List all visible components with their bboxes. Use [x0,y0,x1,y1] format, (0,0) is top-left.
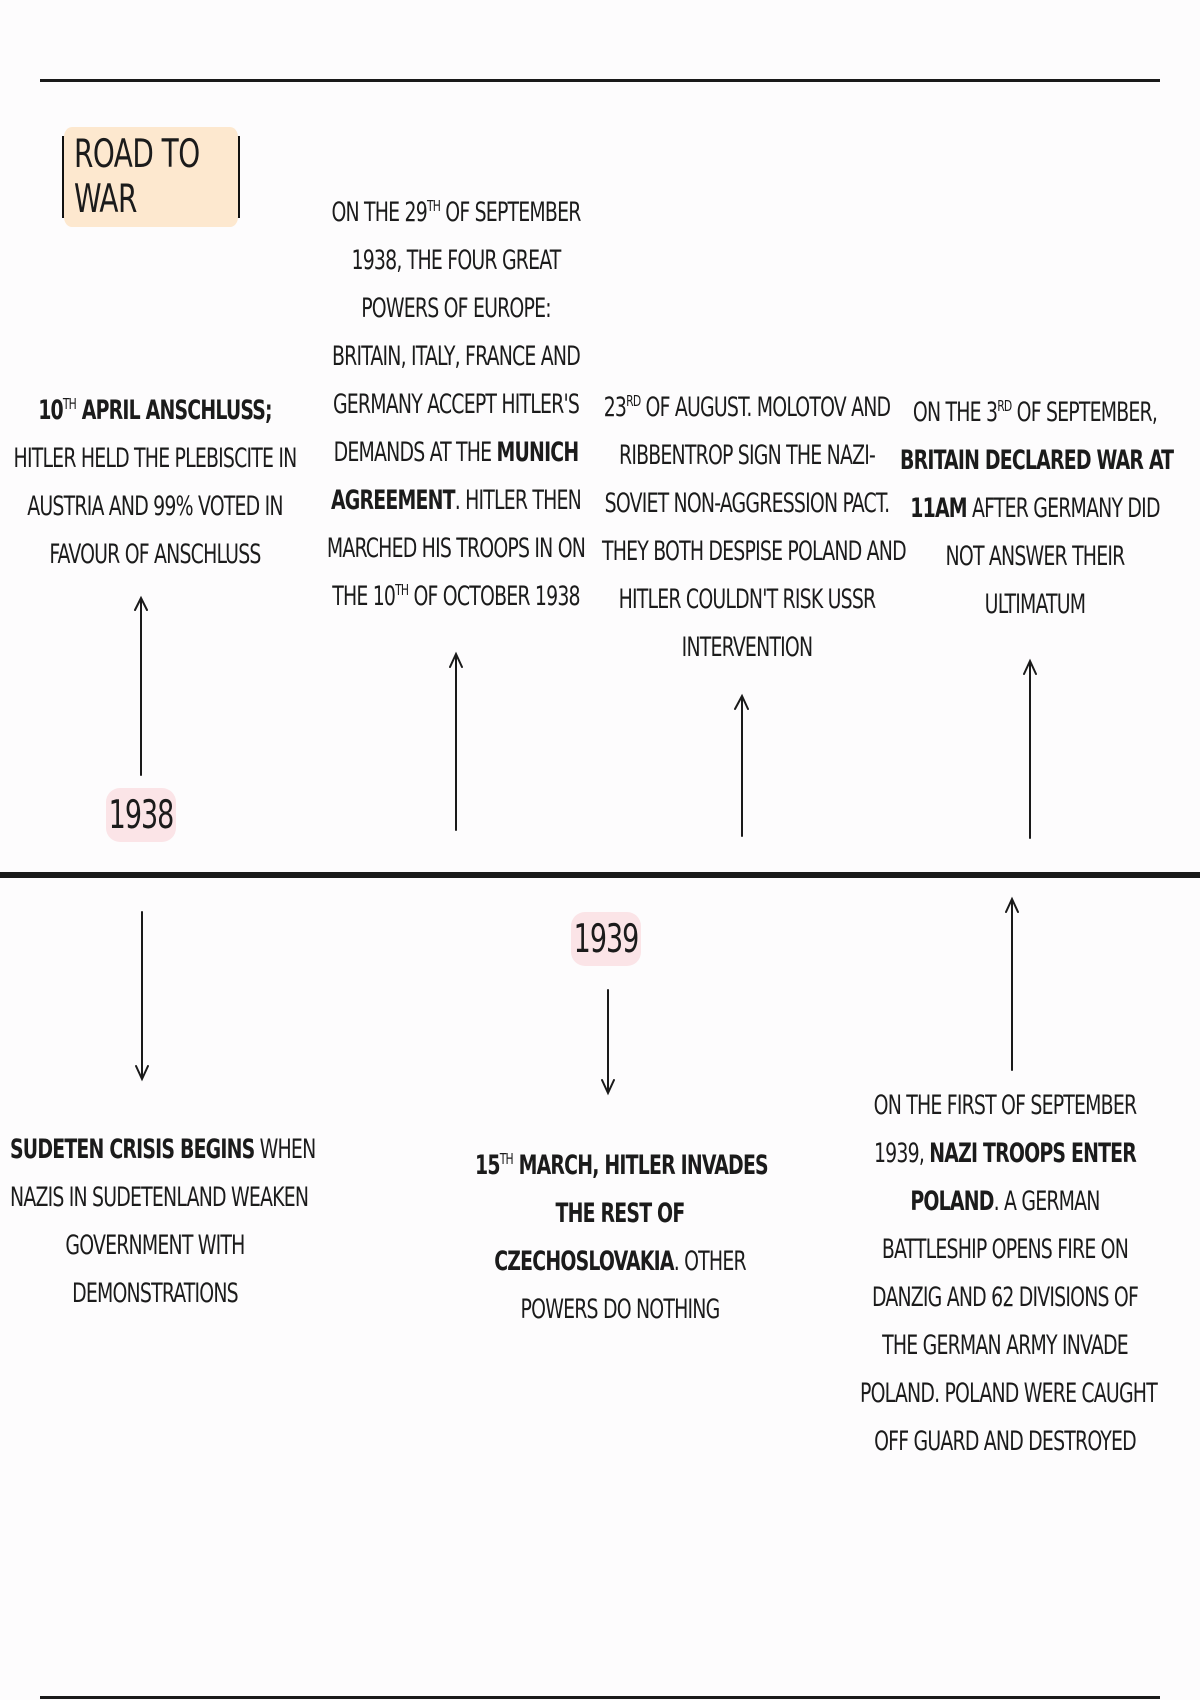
arrow-up-anschluss [135,598,147,775]
munich-line-1b: OF SEPTEMBER [440,197,581,227]
pact-line-1a: 23 [603,392,627,422]
arrow-up-war [1024,661,1036,838]
pact-line-1b: OF AUGUST. MOLOTOV AND [640,392,891,422]
event-poland-invasion [860,1081,1157,1465]
czech-line-4: POWERS DO NOTHING [520,1294,720,1324]
war-line-2-bold: BRITAIN DECLARED WAR AT [900,445,1174,475]
sudeten-line-1-bold: SUDETEN CRISIS BEGINS [10,1134,255,1164]
event-nazi-soviet-pact [602,383,906,671]
year-label-1939: 1939 [573,916,639,962]
poland-line-5: DANZIG AND 62 DIVISIONS OF [871,1282,1139,1312]
event-anschluss [10,386,300,578]
anschluss-line-3: AUSTRIA AND 99% VOTED IN [27,491,283,521]
arrow-up-poland [1006,899,1018,1070]
sudeten-line-3: GOVERNMENT WITH [65,1230,245,1260]
war-line-1-sup: RD [997,397,1012,415]
poland-line-2a: 1939, [873,1138,930,1168]
sudeten-line-1b: WHEN [254,1134,316,1164]
page-title: ROAD TO WAR [64,127,238,227]
munich-line-9a: THE 10 [332,581,396,611]
czech-line-3-bold: CZECHOSLOVAKIA [494,1246,674,1276]
munich-line-9-sup: TH [395,581,409,599]
war-line-1a: ON THE 3 [912,397,998,427]
munich-line-7b: . HITLER THEN [454,485,582,515]
czech-date: 15 [475,1150,500,1180]
anschluss-date: 10 [38,395,63,425]
munich-line-4: BRITAIN, ITALY, FRANCE AND [332,341,580,371]
sudeten-line-4: DEMONSTRATIONS [72,1278,238,1308]
munich-line-3: POWERS OF EUROPE: [361,293,551,323]
anschluss-heading: APRIL ANSCHLUSS; [76,395,272,425]
czech-line-2-bold: THE REST OF [555,1198,685,1228]
pact-line-3: SOVIET NON-AGGRESSION PACT. [604,488,890,518]
anschluss-line-4: FAVOUR OF ANSCHLUSS [49,539,261,569]
anschluss-line-2: HITLER HELD THE PLEBISCITE IN [13,443,297,473]
munich-line-1-sup: TH [426,197,441,215]
war-line-3b: AFTER GERMANY DID [966,493,1160,523]
arrow-down-sudeten [136,912,148,1079]
anschluss-date-suffix: TH [62,395,77,413]
czech-line-3b: . OTHER [673,1246,746,1276]
war-line-5: ULTIMATUM [984,589,1086,619]
munich-line-5: GERMANY ACCEPT HITLER'S [332,389,580,419]
pact-line-2: RIBBENTROP SIGN THE NAZI- [619,440,875,470]
munich-line-1a: ON THE 29 [331,197,427,227]
czech-date-suffix: TH [499,1150,513,1168]
poland-line-6: THE GERMAN ARMY INVADE [882,1330,1128,1360]
munich-line-2: 1938, THE FOUR GREAT [351,245,561,275]
event-czechoslovakia-invasion [475,1141,768,1333]
munich-line-9b: OF OCTOBER 1938 [408,581,580,611]
pact-line-4: THEY BOTH DESPISE POLAND AND [602,536,906,566]
pact-line-6: INTERVENTION [681,632,813,662]
munich-line-8: MARCHED HIS TROOPS IN ON [326,533,586,563]
arrow-down-czech [602,990,614,1093]
war-line-1b: OF SEPTEMBER, [1011,397,1158,427]
poland-line-4: BATTLESHIP OPENS FIRE ON [881,1234,1129,1264]
event-britain-declares-war [900,388,1174,628]
event-sudeten-crisis [10,1125,316,1317]
war-line-3-bold: 11AM [910,493,967,523]
poland-line-3-bold: POLAND [910,1186,994,1216]
arrow-up-pact [735,696,748,836]
arrow-up-munich [450,654,462,830]
war-line-4: NOT ANSWER THEIR [945,541,1125,571]
poland-line-3b: . A GERMAN [993,1186,1100,1216]
munich-line-6a: DEMANDS AT THE [333,437,497,467]
year-label-1938: 1938 [108,792,174,838]
poland-line-7: POLAND. POLAND WERE CAUGHT [860,1378,1157,1408]
sudeten-line-2: NAZIS IN SUDETENLAND WEAKEN [10,1182,309,1212]
pact-line-1-sup: RD [626,392,641,410]
pact-line-5: HITLER COULDN'T RISK USSR [618,584,876,614]
event-munich-agreement [316,188,596,620]
poland-line-8: OFF GUARD AND DESTROYED [874,1426,1136,1456]
munich-line-6-bold: MUNICH [496,437,579,467]
czech-line-1-bold: MARCH, HITLER INVADES [512,1150,768,1180]
munich-line-7-bold: AGREEMENT [330,485,455,515]
poland-line-1: ON THE FIRST OF SEPTEMBER [873,1090,1137,1120]
poland-line-2-bold: NAZI TROOPS ENTER [929,1138,1137,1168]
